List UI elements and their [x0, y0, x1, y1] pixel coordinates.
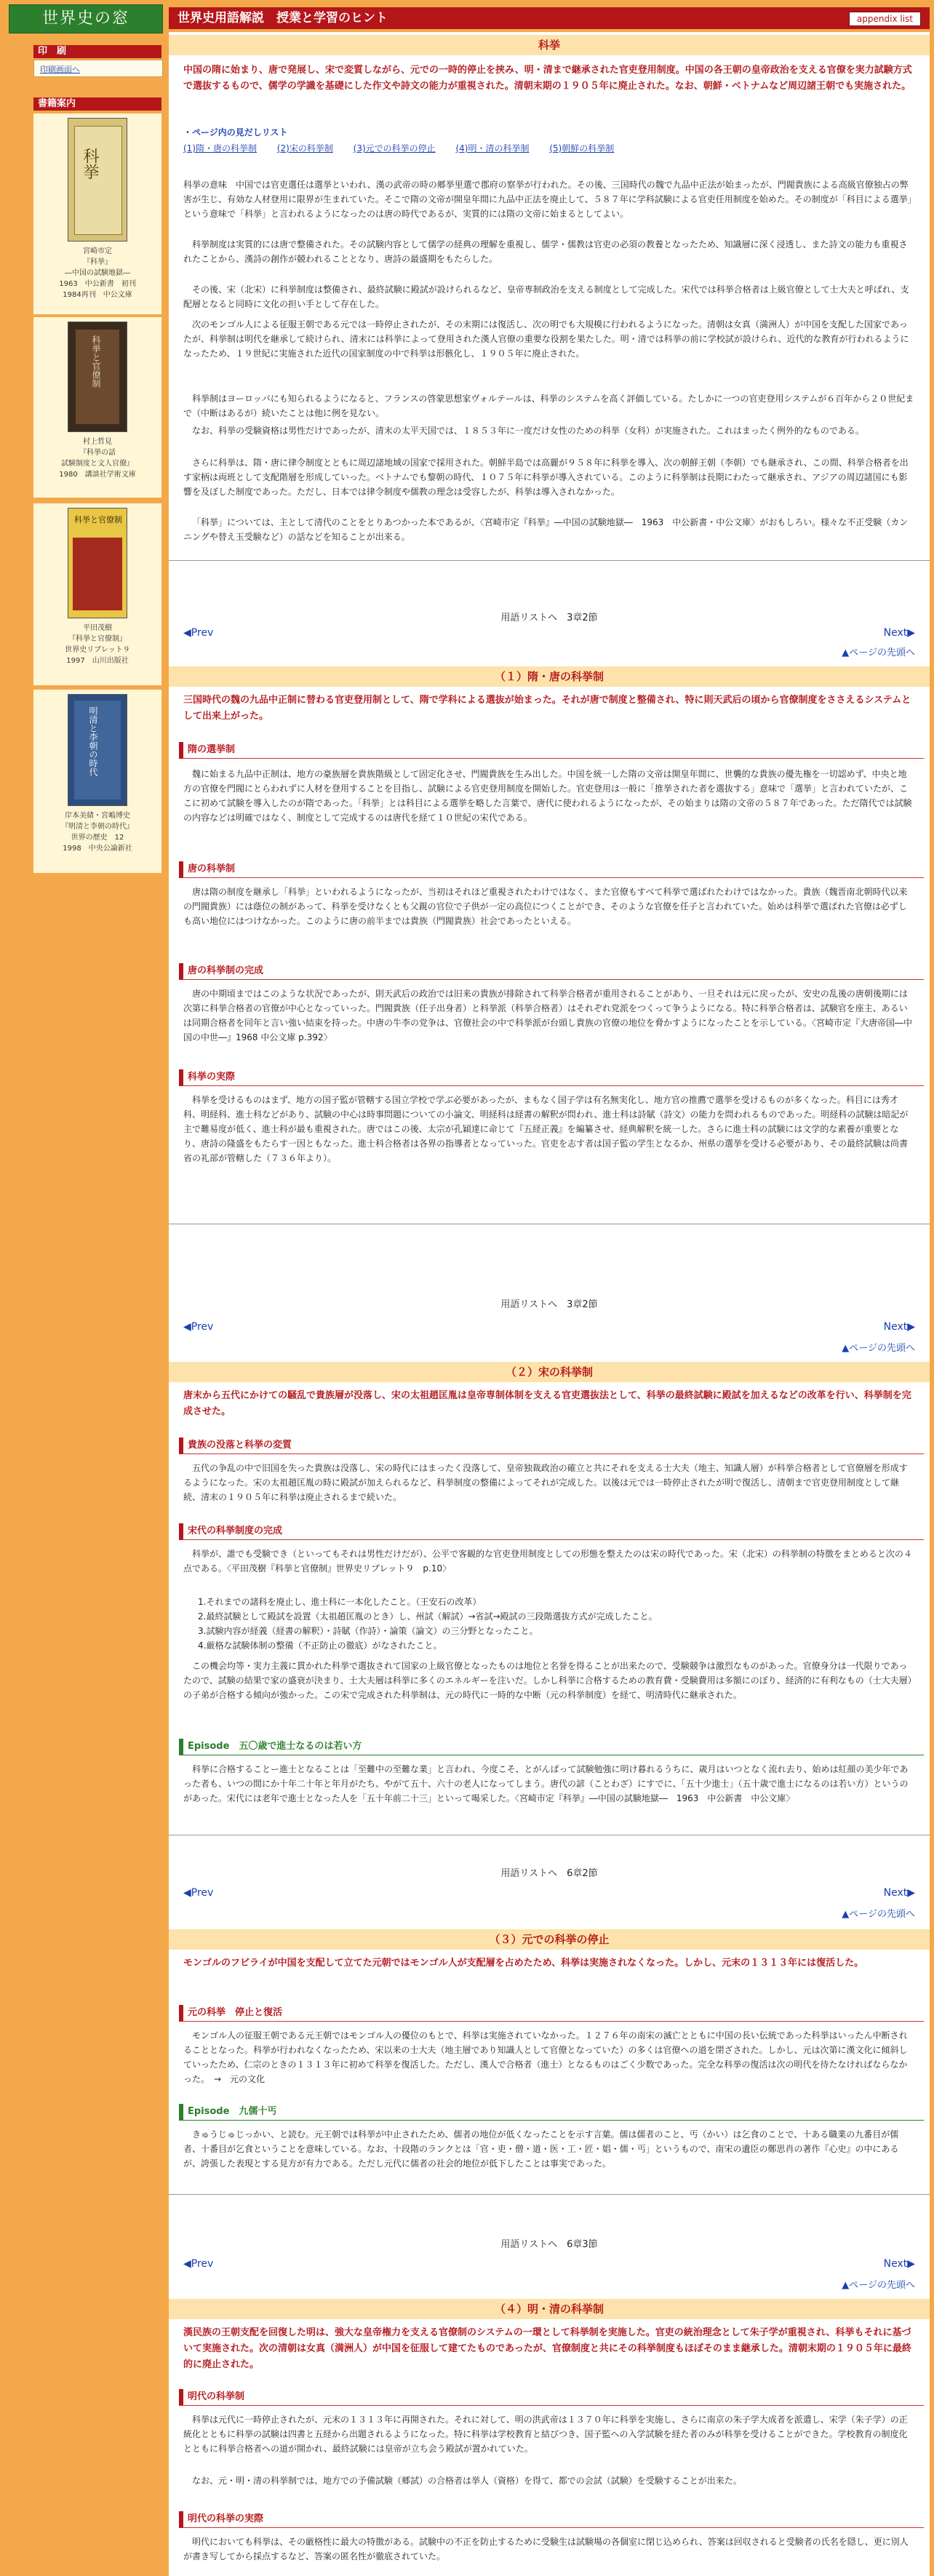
print-box [33, 60, 163, 77]
section-heading: （２）宋の科挙制 [169, 1362, 930, 1382]
next-link[interactable]: Next▶ [883, 1321, 915, 1333]
section-lead: 三国時代の魏の九品中正制に替わる官吏登用制として、隋で学科による選抜が始まった。それが唐で制度と整備され、特に則天武后の頃から官僚制度をささえるシステムとして出来上がった。 [183, 695, 911, 722]
list-item: 3.試験内容が経義（経書の解釈）・詩賦（作詩）・論策（論文）の三分野となったこと。 [198, 1626, 538, 1636]
prev-link[interactable]: ◀Prev [183, 1887, 214, 1899]
subheading: 明代の科挙の実際 [179, 2511, 924, 2528]
paragraph: 五代の争乱の中で旧国を失った貴族は没落し、宋の時代にはまったく没落して、皇帝独裁政治の確立と共にそれを支える士大夫（地主、知識人層）が科挙合格者として官僚層を形成するようになった。宋の太祖趙匡胤の時に殿試が加えられるなど、科挙制度の整備によってそれが完成した。以後は元では一時停止されたが明で復活し、清朝まで官吏登用制度として継続、清末の１９０５年に科挙は廃止されるまで続いた。 [183, 1463, 908, 1502]
paragraph: 科挙は元代に一時停止されたが、元末の１３１３年に再開された。それに対して、明の洪武帝は１３７０年に科挙を実施し、さらに南京の朱子学大成者を派遣し、宋学（朱子学）の正統化とともに科挙の試験は四書と五経から出題されるようになった。特に科挙は学校教育と結びつき、国子監への入学試験を経た者のみが科挙を受けることができた。学校教育の制度化とともに科挙合格者への道が開かれ、最終試験には皇帝が立ち会う殿試が置かれていた。 [183, 2414, 908, 2454]
list-item: 1.それまでの諸科を廃止し、進士科に一本化したこと。（王安石の改革） [198, 1597, 482, 1607]
paragraph: なお、科挙の受験資格は男性だけであったが、清末の太平天国では、１８５３年に一度だけ女性のための科挙（女科）が実施された。これはまったく例外的なものである。 [192, 426, 864, 436]
toc-title: ・ページ内の見だしリスト [183, 127, 288, 137]
toc-link[interactable]: (1)隋・唐の科挙制 [183, 143, 257, 153]
next-link[interactable]: Next▶ [883, 2258, 915, 2270]
book-caption: 平田茂樹 『科挙と官僚制』 世界史リブレット９ 1997 山川出版社 [65, 624, 130, 665]
print-heading: 印 刷 [33, 45, 161, 58]
toc-list [183, 141, 915, 156]
paragraph: モンゴル人の征服王朝である元王朝ではモンゴル人の優位のもとで、科挙は実施されていなかった。１２７６年の南宋の滅亡とともに中国の長い伝統であった科挙はいったん中断されることとなった。科挙が行われなくなったため、宋以来の士大夫（地主層であり知識人として官僚となっていた）の多くは官僚への道を閉ざされた。しかし、元は次第に漢文化に傾斜していったため、仁宗のときの１３１３年に初めて科挙を復活した。ただし、漢人で合格者（進士）となるものはごく少数であった。完全な科挙の復活は次の明代を待たなければならなかった。 → 元の文化 [183, 2030, 908, 2084]
section-lead: 漢民族の王朝支配を回復した明は、強大な皇帝権力を支える官僚制のシステムの一環として科挙制を実施した。官吏の統治理念として朱子学が重視され、科挙もそれに基づいて実施された。次の清朝は女真（満洲人）が中国を征服して建てたものであったが、官僚制度と共にその科挙制度もほぼそのまま継承した。清朝末期の１９０５年に最終的に廃止された。 [183, 2327, 911, 2370]
book-caption: 宮崎市定 『科挙』 ―中国の試験地獄― 1963 中公新書 初刊 1984再刊 中公文庫 [59, 247, 136, 299]
section-heading: （４）明・清の科挙制 [169, 2299, 930, 2319]
next-link[interactable]: Next▶ [883, 627, 915, 639]
page-top-link[interactable]: ▲ページの先頭へ [842, 1909, 915, 1920]
section-lead: 中国の隋に始まり、唐で発展し、宋で変質しながら、元での一時的停止を挟み、明・清まで継承された官吏登用制度。中国の各王朝の皇帝政治を支える官僚を実力試験方式で選抜するもので、儒学の学識を基礎にした作文や詩文の能力が重視された。清朝末期の１９０５年に廃止された。なお、朝鮮・ベトナムなど周辺諸王朝でも実施された。 [183, 65, 912, 92]
paragraph: 科挙の意味 中国では官吏選任は選挙といわれ、漢の武帝の時の郷挙里選で郡府の察挙が行われた。その後、三国時代の魏で九品中正法が始まったが、門閥貴族による高級官僚独占の弊害が生じ、有効な人材登用に限界が生まれていた。そこで隋の文帝が開皇年間に九品中正法を廃止して、５８７年に学科試験による官吏任用制度を始めた。その制度が「科目による選挙」という意味で「科挙」と言われるようになったのは唐の時代であるが、実質的には隋の文帝に始まるとしてよい。 [183, 180, 912, 219]
divider [169, 2194, 930, 2195]
section-heading: （１）隋・唐の科挙制 [169, 666, 930, 687]
paragraph: 科挙を受けるものはまず、地方の国子監が管轄する国立学校で学ぶ必要があったが、まもなく国子学は有名無実化し、地方官の推薦で選挙を受けるものが多くなった。科目には秀才科、明経科、進士科などがあり、試験の中心は時事問題についての小論文、明経科は経書の解釈が問われ、進士科は詩賦（詩文）の能力を問われるものであった。明経科の試験は暗記が主で難易度が低く、進士科が最も重視された。唐ではこの後、太宗が孔穎達に命じて『五経正義』を編纂させ、経典解釈を統一した。さらに進士科の試験には文学的な素養が重要となり、唐詩の隆盛をもたらす一因ともなった。進士科合格者は各界の指導者となっていった。官吏を志す者は国子監の学生となるか、州県の選挙を受ける必要があり、その最終試験は尚書省の礼部が管轄した（７３６年より）。 [183, 1095, 909, 1163]
subheading: 元の科挙 停止と復活 [179, 2005, 924, 2022]
page-top-link[interactable]: ▲ページの先頭へ [842, 647, 915, 658]
episode-heading: Episode 九儒十丐 [179, 2104, 924, 2121]
prev-link[interactable]: ◀Prev [183, 627, 214, 639]
page-top-link[interactable]: ▲ページの先頭へ [842, 2280, 915, 2291]
paragraph: 科挙制度は実質的には唐で整備された。その試験内容として儒学の経典の理解を重視し、儒学・儒教は官吏の必須の教養となったため、知識層に深く浸透し、また詩文の能力も重視されたことから、漢詩の創作が競われることとなり、唐詩の最盛期をもたらした。 [183, 239, 908, 264]
paragraph: 唐の中期頃まではこのような状況であったが、則天武后の政治では旧来の貴族が排除されて科挙合格者が重用されることがあり、一旦それは元に戻ったが、安史の乱後の唐朝後期には次第に科挙合格者の官僚が中心となっていった。門閥貴族（任子出身者）と科挙派（科挙合格者）はそれぞれ党派をつくって争うようになる。特に科挙合格者は、試験官を座主、あるいは同期合格者を同年と言い強い結束を持った。中唐の牛李の党争は、官僚社会の中で科挙派が台頭し貴族の官僚の地位を脅かすようになったことを示している。〈宮崎市定『大唐帝国―中国の中世―』1968 中公文庫 p.392〉 [183, 989, 913, 1042]
book-cover[interactable]: 明清と李朝の時代 [68, 694, 127, 806]
feature-list [198, 1595, 911, 1653]
list-item: 4.厳格な試験体制の整備（不正防止の徹底）がなされたこと。 [198, 1640, 442, 1651]
divider [169, 560, 930, 561]
subheading: 隋の選挙制 [179, 742, 924, 759]
toc-link[interactable]: (2)宋の科挙制 [276, 143, 333, 153]
top-bar [169, 7, 930, 29]
section-heading: 科挙 [169, 35, 930, 55]
prev-link[interactable]: ◀Prev [183, 1321, 214, 1333]
subheading: 貴族の没落と科挙の変質 [179, 1437, 924, 1454]
section-heading: （３）元での科挙の停止 [169, 1929, 930, 1950]
book-card[interactable] [33, 503, 161, 685]
prev-link[interactable]: ◀Prev [183, 2258, 214, 2270]
next-link[interactable]: Next▶ [883, 1887, 915, 1899]
paragraph: 次のモンゴル人による征服王朝である元では一時停止されたが、その末期には復活し、次の明でも大規模に行われるようになった。清朝は女真（満洲人）が中国を支配した国家であったが、科挙制は明代を継承して続けられ、清末には科挙によって登用された漢人官僚の重要な役割を果たした。明・清では科挙の前に学校試が設けられ、近代的な教育が行われるようになったため、１９世紀に実施された近代の国家制度の中で科挙は形骸化し、１９０５年に廃止された。 [183, 319, 909, 359]
subheading: 宋代の科挙制度の完成 [179, 1523, 924, 1540]
paragraph: この機会均等・実力主義に貫かれた科挙で選抜されて国家の上級官僚となったものは地位と名誉を得ることが出来たので、受験競争は激烈なものがあった。官僚身分は一代限りであったので、試験の結果で家の盛衰が決まり、士大夫層は科挙に多くのエネルギーを注いだ。しかし科挙に合格するための教育費・受験費用は多額にのぼり、経済的に有利なもの（士大夫層）の子弟が合格する傾向が強かった。この宋で完成された科挙制は、元の時代に一時的な中断（元の科挙制度）を経て、明清時代に継承された。 [183, 1661, 912, 1700]
section-lead: 唐末から五代にかけての騒乱で貴族層が没落し、宋の太祖趙匡胤は皇帝専制体制を支える官吏選抜法として、科挙の最終試験に殿試を加えるなどの改革を行い、科挙制を完成させた。 [183, 1390, 911, 1417]
paragraph: 科挙が、誰でも受験でき（といってもそれは男性だけだが）、公平で客観的な官吏登用制度としての形態を整えたのは宋の時代であった。宋（北宋）の科挙制の特徴をまとめると次の４点である。〈平田茂樹『科挙と官僚制』世界史リブレット９ p.10〉 [183, 1549, 912, 1574]
books-heading: 書籍案内 [33, 97, 161, 111]
subheading: 明代の科挙制 [179, 2389, 924, 2406]
paragraph: きゅうじゅじっかい、と読む。元王朝では科挙が中止されたため、儒者の地位が低くなったことを示す言葉。儒は儒者のこと、丐（かい）は乞食のことで、十ある職業の九番目が儒者、十番目が乞食ということを意味している。なお、十段階のランクとは「官・吏・僧・道・医・工・匠・娼・儒・丐」というもので、南宋の遺臣の鄭思肖の著作『心史』の中にあるが、誇張した表現とする見方が有力である。ただし元代に儒者の社会的地位が低下したことは事実であった。 [183, 2129, 899, 2169]
site-logo[interactable]: 世界史の窓 [9, 4, 163, 33]
page-top-link[interactable]: ▲ページの先頭へ [842, 1343, 915, 1354]
book-card[interactable] [33, 690, 161, 873]
book-caption: 村上哲見 『科挙の話 試験制度と文人官僚』 1980 講談社学術文庫 [59, 438, 136, 479]
section-lead: モンゴルのフビライが中国を支配して立てた元朝ではモンゴル人が支配層を占めたため、科挙は実施されなくなった。しかし、元末の１３１３年には復活した。 [183, 1958, 864, 1969]
paragraph: 科挙制はヨーロッパにも知られるようになると、フランスの啓蒙思想家ヴォルテールは、科挙のシステムを高く評価している。たしかに一つの官吏登用システムが６百年から２０世紀まで（中断はあるが）続いたことは他に例を見ない。 [183, 394, 914, 418]
book-cover[interactable]: 科挙と官僚制 [68, 322, 127, 432]
book-cover[interactable]: 科挙と官僚制 [68, 508, 127, 618]
glossary-link[interactable]: 用語リストへ 6章3節 [500, 2239, 598, 2250]
left-column [0, 0, 169, 2576]
paragraph: 唐は隋の制度を継承し「科挙」といわれるようになったが、当初はそれほど重視されたわけではなく、また官僚もすべて科挙で選ばれたわけではなかった。貴族（魏晋南北朝時代以来の門閥貴族）には蔭位の制があって、科挙を受けなくとも父親の官位で子供が一定の高位につくことができ、そのような官僚を任子と言われていた。始めは科挙で選ばれた官僚は必ずしも高い地位にはつけなかった。このように唐の前半までは貴族（門閥貴族）社会であったといえる。 [183, 887, 908, 926]
episode-heading: Episode 五〇歳で進士なるのは若い方 [179, 1739, 924, 1755]
appendix-list-button[interactable]: appendix list [849, 12, 921, 26]
book-card[interactable] [33, 317, 161, 498]
toc-link[interactable]: (3)元での科挙の停止 [353, 143, 436, 153]
paragraph: 明代においても科挙は、その厳格性に最大の特徴がある。試験中の不正を防止するために受験生は試験場の各個室に閉じ込められ、答案は回収されると受験者の氏名を隠し、更に別人が書き写してから採点するなど、答案の匿名性が徹底されていた。 [183, 2537, 909, 2561]
subheading: 科挙の実際 [179, 1069, 924, 1086]
print-link[interactable]: 印刷画面へ [40, 65, 80, 74]
book-cover[interactable]: 科挙 [68, 118, 127, 242]
glossary-link[interactable]: 用語リストへ 3章2節 [500, 613, 598, 623]
site-title: 世界史用語解説 授業と学習のヒント [177, 11, 388, 25]
list-item: 2.最終試験として殿試を設置（太祖趙匡胤のとき）し、州試（解試）→省試→殿試の三段階選抜方式が完成したこと。 [198, 1611, 658, 1622]
toc-link[interactable]: (4)明・清の科挙制 [455, 143, 530, 153]
paragraph: さらに科挙は、隋・唐に律令制度とともに周辺諸地域の国家で採用された。朝鮮半島では高麗が９５８年に科挙を導入、次の朝鮮王朝（李朝）でも継承され、この間、科挙合格者を出す家柄は両班として支配階層を形成していった。ベトナムでも黎朝の時代、１０７５年に科挙が導入されている。このように科挙制は長期にわたって継承され、アジアの周辺諸国にも影響を及ぼした制度であった。ただし、日本では律令制度や儒教の理念は受容したが、科挙は導入されなかった。 [183, 458, 909, 497]
paragraph: なお、元・明・清の科挙制では、地方での予備試験（郷試）の合格者は挙人（資格）を得て、都での会試（試験）を受験することが出来た。 [192, 2476, 742, 2486]
glossary-link[interactable]: 用語リストへ 3章2節 [500, 1299, 598, 1310]
main-content [169, 32, 930, 2576]
toc-link[interactable]: (5)朝鮮の科挙制 [549, 143, 615, 153]
subheading: 唐の科挙制の完成 [179, 963, 924, 980]
paragraph: その後、宋（北宋）に科挙制度は整備され、最終試験に殿試が設けられるなど、皇帝専制政治を支える制度として完成した。宋代では科挙合格者は上級官僚として士大夫と呼ばれ、支配層となると同時に文化の担い手として存在した。 [183, 284, 909, 309]
glossary-link[interactable]: 用語リストへ 6章2節 [500, 1868, 598, 1879]
book-caption: 岸本美緒・宮嶋博史 『明清と李朝の時代』 世界の歴史 12 1998 中央公論新社 [61, 812, 134, 853]
paragraph: 魏に始まる九品中正制は、地方の豪族層を貴族階級として固定化させ、門閥貴族を生み出した。中国を統一した隋の文帝は開皇年間に、世襲的な貴族の優先権を一切認めず、中央と地方の官僚を門閥にとらわれずに人材を登用することを目指し、試験による官吏登用制度を開始した。官吏登用は一般に「推挙された者を選抜する」意味で「選挙」と言われていたが、ここに初めて試験を導入したのが隋であった。「科挙」とは科目による選挙を略した言葉で、唐代に使われるようになったが、その始まりは隋の文帝の５８７年であった。ただ隋代では試験の内容などは明確ではなく、制度として完成するのは唐代を経て１０世紀の宋代である。 [183, 769, 912, 823]
subheading: 唐の科挙制 [179, 861, 924, 878]
paragraph: 「科挙」については、主として清代のことをとりあつかった本であるが、〈宮崎市定『科挙』―中国の試験地獄― 1963 中公新書・中公文庫〉がおもしろい。様々な不正受験（カンニングや替え玉受験など）の話などを知ることが出来る。 [183, 517, 909, 542]
book-card[interactable] [33, 113, 161, 314]
paragraph: 科挙に合格することー進士となることは「至難中の至難な業」と言われ、今度こそ、とがんばって試験勉強に明け暮れるうちに、歳月はいつとなく流れ去り、始めは紅顔の美少年であった者も、いつの間にか十年二十年と年月がたち、やがて五十、六十の老人になってしまう。唐代の諺（ことわざ）にすでに、「五十少進士」（五十歳で進士になるのは若い方）というのがあった。宋代には老年で進士となった人を「五十年前二十三」といって喝采した。〈宮崎市定『科挙』―中国の試験地獄― 1963 中公新書 中公文庫〉 [183, 1764, 909, 1803]
